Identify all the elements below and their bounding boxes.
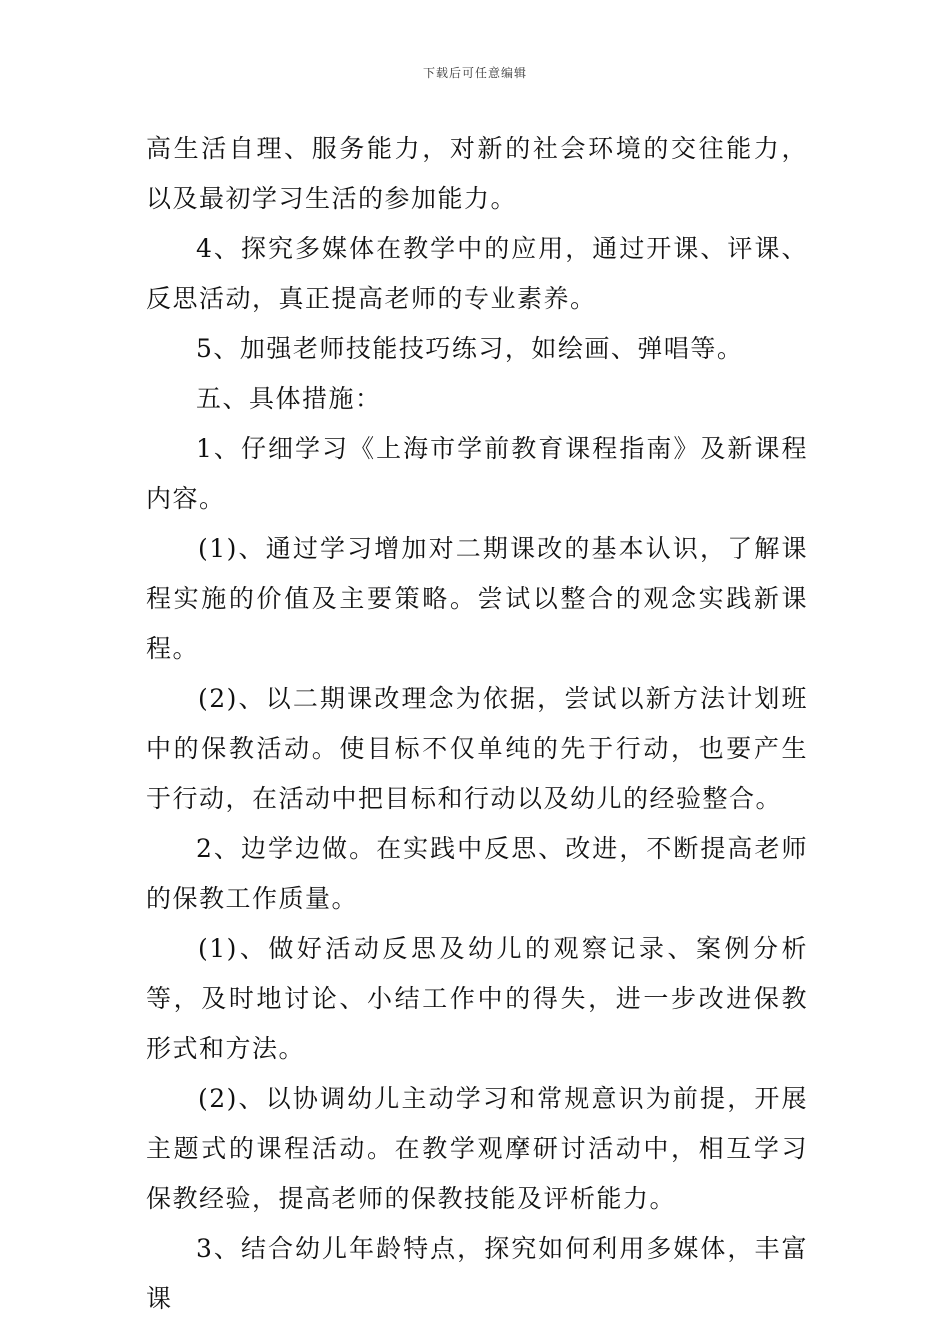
paragraph-1: 高生活自理、服务能力，对新的社会环境的交往能力，以及最初学习生活的参加能力。 [146,134,808,213]
section-heading: 五、具体措施： [196,384,382,413]
page-header: 下载后可任意编辑 [422,66,527,80]
paragraph-2: 4、探究多媒体在教学中的应用，通过开课、评课、反思活动，真正提高老师的专业素养。 [146,234,808,313]
paragraph-8: 2、边学边做。在实践中反思、改进，不断提高老师的保教工作质量。 [146,834,808,913]
paragraph-10: (2)、以协调幼儿主动学习和常规意识为前提，开展主题式的课程活动。在教学观摩研讨活动中，相互学习保教经验，提高老师的保教技能及评析能力。 [146,1084,808,1213]
paragraph-9: (1)、做好活动反思及幼儿的观察记录、案例分析等，及时地讨论、小结工作中的得失，进一步改进保教形式和方法。 [146,934,808,1063]
document-body [146,124,808,1324]
paragraph-6: (1)、通过学习增加对二期课改的基本认识，了解课程实施的价值及主要策略。尝试以整合的观念实践新课程。 [146,534,808,663]
paragraph-7: (2)、以二期课改理念为依据，尝试以新方法计划班中的保教活动。使目标不仅单纯的先于行动，也要产生于行动，在活动中把目标和行动以及幼儿的经验整合。 [146,684,808,813]
paragraph-5: 1、仔细学习《上海市学前教育课程指南》及新课程内容。 [146,434,808,513]
paragraph-3: 5、加强老师技能技巧练习，如绘画、弹唱等。 [196,334,744,363]
paragraph-11: 3、结合幼儿年龄特点，探究如何利用多媒体，丰富课 [146,1234,808,1313]
